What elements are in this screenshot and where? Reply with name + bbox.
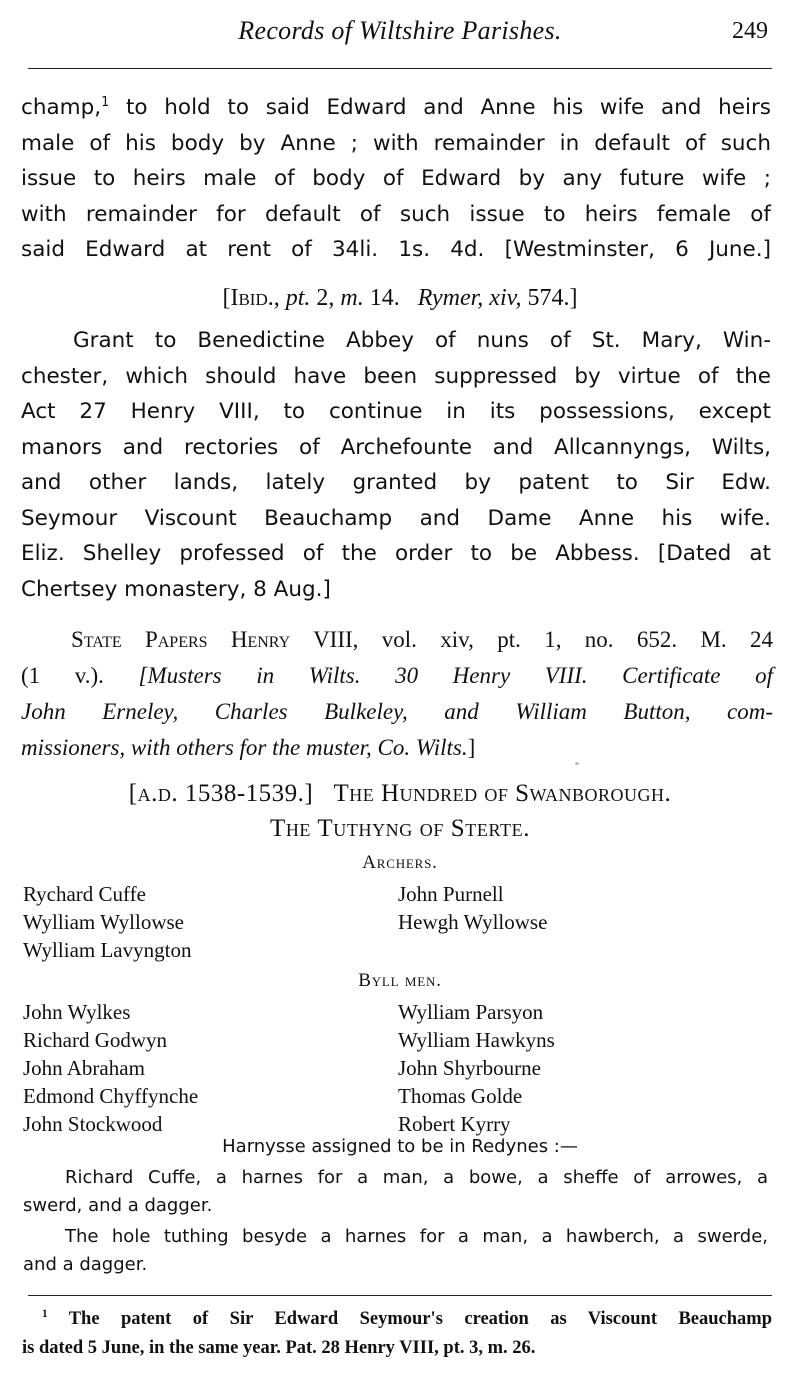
text-fragment: ] [467,735,476,760]
text-line: with remainder for default of such issue to heirs female of [21,201,771,227]
text-line [21,90,771,126]
text-line: and a dagger. [23,1254,148,1275]
paragraph-continuation [21,90,771,268]
text-fragment: to hold to said Edward and Anne his wife and heirs [109,95,771,120]
footnote-marker: 1 [42,1307,48,1320]
text-line: issue to heirs male of body of Edward by any future wife ; [21,166,771,191]
name-entry: Thomas Golde [398,1084,523,1108]
text-line [21,622,773,658]
text-line: The hole tuthing besyde a harnes for a man, a hawberch, a swerde, [65,1226,768,1247]
text-line: male of his body by Anne ; with remainder in default of such [21,130,771,156]
hundred-title: The Hundred of Swanborough. [333,780,672,807]
text-line [22,1305,772,1334]
citation-pt: pt. [285,285,311,311]
footnote-rule [28,1295,772,1296]
archers-heading: Archers. [362,852,438,873]
citation-ibid: [Ibid., [222,285,280,311]
hundred-heading [0,780,800,808]
text-line: is dated 5 June, in the same year. Pat. 28 Henry VIII, pt. 3, m. 26. [22,1338,536,1358]
text-fragment: (1 v.). [21,663,139,688]
text-fragment: missioners, with others for the muster, Co. Wilts. [21,735,468,760]
ink-speck [575,762,579,765]
hundred-date: [a.d. 1538-1539.] [128,780,314,807]
state-papers-entry [21,622,773,766]
name-entry: Edmond Chyffynche [23,1084,199,1108]
name-entry: John Shyrbourne [398,1056,541,1080]
harnysse-heading: Harnysse assigned to be in Redynes :— [222,1136,578,1157]
name-entry: Rychard Cuffe [23,882,146,906]
citation-pt-number: 2, [316,285,335,311]
text-line: manors and rectories of Archefounte and Allcannyngs, Wilts, [21,434,771,460]
name-entry: Hewgh Wyllowse [398,910,548,934]
harnysse-paragraph [23,1164,768,1220]
name-entry: Wylliam Hawkyns [398,1028,555,1052]
harnysse-paragraph [23,1223,768,1279]
byll-men-left-column [23,998,198,1138]
text-line: said Edward at rent of 34li. 1s. 4d. [Westminster, 6 June.] [21,237,771,262]
footnote [22,1305,772,1363]
running-head [0,16,800,52]
name-entry: Robert Kyrry [398,1112,511,1136]
name-entry: John Stockwood [23,1112,163,1136]
text-line [21,730,773,766]
text-fragment: [Musters in Wilts. 30 Henry VIII. Certificate of [138,663,774,688]
archers-right-column [398,880,547,936]
text-line: Act 27 Henry VIII, to continue in its possessions, except [21,399,771,424]
citation-rymer: Rymer, xiv, [417,285,522,311]
text-line: Grant to Benedictine Abbey of nuns of St. Mary, Win- [73,328,771,353]
text-line: Richard Cuffe, a harnes for a man, a bowe, a sheffe of arrowes, a [65,1167,768,1188]
name-entry: John Abraham [23,1056,145,1080]
text-line [21,658,773,694]
footnote-marker: 1 [101,94,110,110]
citation-line [0,285,800,312]
name-entry: Richard Godwyn [23,1028,168,1052]
citation-m: m. [340,285,364,311]
text-line: John Erneley, Charles Bulkeley, and William Button, com- [21,699,773,724]
text-line: Eliz. Shelley professed of the order to be Abbess. [Dated at [21,541,771,566]
state-papers-title: State Papers Henry VIII, [71,627,359,652]
archers-left-column [23,880,191,964]
text-line: Seymour Viscount Beauchamp and Dame Anne his wife. [21,505,771,531]
tuthyng-heading: The Tuthyng of Sterte. [269,815,531,842]
header-rule [28,68,772,69]
name-entry: Wylliam Wyllowse [23,910,184,934]
byll-men-right-column [398,998,555,1138]
name-entry: Wylliam Parsyon [398,1000,544,1024]
name-entry: John Purnell [398,882,504,906]
name-entry: John Wylkes [23,1000,131,1024]
name-entry: Wylliam Lavyngton [23,938,192,962]
citation-m-number: 14. [369,285,400,311]
text-line: swerd, and a dagger. [23,1195,213,1216]
citation-rymer-number: 574.] [527,285,578,311]
text-line: chester, which should have been suppressed by virtue of the [21,363,771,389]
text-fragment: vol. xiv, pt. 1, no. 652. M. 24 [381,627,773,652]
grant-paragraph [21,323,771,607]
page-number: 249 [732,18,768,44]
text-line: Chertsey monastery, 8 Aug.] [21,576,331,602]
text-fragment: The patent of Sir Edward Seymour's creation as Viscount Beauchamp [68,1309,772,1329]
byll-men-heading: Byll men. [358,970,442,991]
text-line: and other lands, lately granted by patent to Sir Edw. [21,470,771,495]
text-fragment: champ, [21,95,102,120]
running-title: Records of Wiltshire Parishes. [238,16,562,45]
